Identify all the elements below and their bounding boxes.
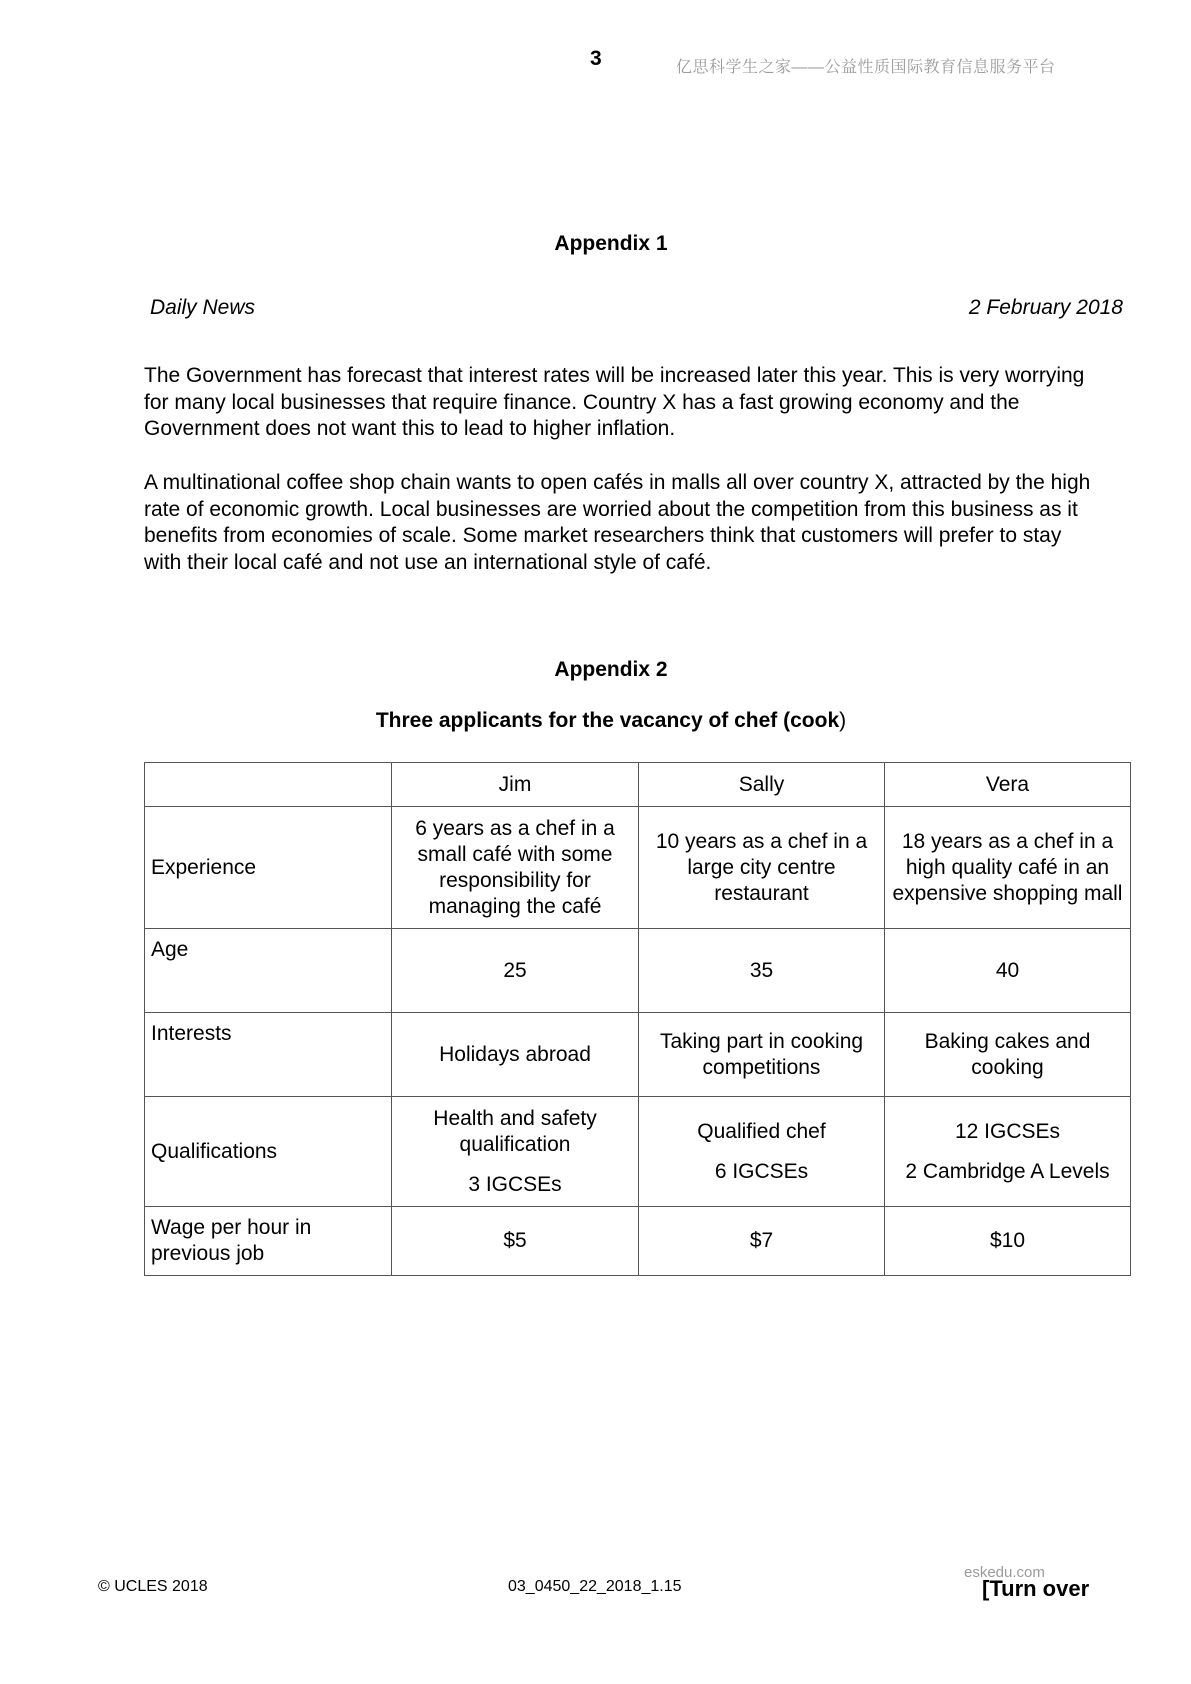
qualification-line: 2 Cambridge A Levels (905, 1159, 1110, 1183)
cell-vera-age: 40 (885, 929, 1131, 1013)
appendix-1-paragraph-1: The Government has forecast that interest rates will be increased later this year. This is very worrying for many local businesses that require finance. Country X has a fast growing economy and the Government does not want this to lead to higher inflation. (144, 364, 1085, 440)
cell-vera-wage: $10 (885, 1207, 1131, 1276)
appendix-2-subtitle (0, 709, 1191, 733)
header-vera: Vera (885, 763, 1131, 807)
cell-jim-interests: Holidays abroad (392, 1013, 639, 1097)
news-source: Daily News (150, 296, 256, 319)
row-label-experience: Experience (145, 807, 392, 929)
cell-vera-experience: 18 years as a chef in a high quality café in an expensive shopping mall (885, 807, 1131, 929)
cell-jim-qualifications (392, 1097, 639, 1207)
table-row (145, 1097, 1131, 1207)
row-label-qualifications: Qualifications (145, 1097, 392, 1207)
table-row (145, 929, 1131, 1013)
document-code: 03_0450_22_2018_1.15 (508, 1578, 682, 1595)
table-row (145, 807, 1131, 929)
cell-sally-qualifications (639, 1097, 885, 1207)
appendix-1-paragraph-2: A multinational coffee shop chain wants to open cafés in malls all over country X, attracted by the high rate of economic growth. Local businesses are worried about the competition from this business as it benefits from economies of scale. Some market researchers think that customers will prefer to stay with their local café and not use an international style of café. (144, 471, 1091, 574)
cell-jim-wage: $5 (392, 1207, 639, 1276)
cell-jim-age: 25 (392, 929, 639, 1013)
cell-sally-interests: Taking part in cooking competitions (639, 1013, 885, 1097)
turn-over: [Turn over (982, 1576, 1090, 1601)
cell-vera-interests: Baking cakes and cooking (885, 1013, 1131, 1097)
page-number: 3 (590, 47, 602, 70)
cell-vera-qualifications (885, 1097, 1131, 1207)
qualification-line: Health and safety qualification (433, 1106, 597, 1156)
footer-watermark: eskedu.com (964, 1564, 1045, 1581)
qualification-line: 3 IGCSEs (468, 1172, 562, 1196)
header-empty-cell (145, 763, 392, 807)
header-sally: Sally (639, 763, 885, 807)
row-label-interests: Interests (145, 1013, 392, 1097)
appendix-1-title: Appendix 1 (554, 232, 668, 255)
subtitle-text: Three applicants for the vacancy of chef (cook (375, 709, 840, 732)
header-jim: Jim (392, 763, 639, 807)
table-header-row (145, 763, 1131, 807)
copyright: © UCLES 2018 (98, 1578, 208, 1595)
header-watermark: 亿思科学生之家——公益性质国际教育信息服务平台 (676, 59, 1056, 76)
qualification-line: 6 IGCSEs (714, 1159, 809, 1183)
news-date: 2 February 2018 (968, 296, 1123, 319)
appendix-2-title: Appendix 2 (554, 658, 668, 681)
table-row (145, 1013, 1131, 1097)
subtitle-close-paren: ) (839, 709, 847, 732)
qualification-line: 12 IGCSEs (954, 1119, 1061, 1143)
table-row (145, 1207, 1131, 1276)
qualification-line: Qualified chef (697, 1119, 826, 1143)
cell-jim-experience: 6 years as a chef in a small café with some responsibility for managing the café (392, 807, 639, 929)
row-label-age: Age (145, 929, 392, 1013)
row-label-wage: Wage per hour in previous job (145, 1207, 392, 1276)
applicants-table (144, 762, 1131, 1276)
cell-sally-age: 35 (639, 929, 885, 1013)
cell-sally-wage: $7 (639, 1207, 885, 1276)
cell-sally-experience: 10 years as a chef in a large city centre restaurant (639, 807, 885, 929)
